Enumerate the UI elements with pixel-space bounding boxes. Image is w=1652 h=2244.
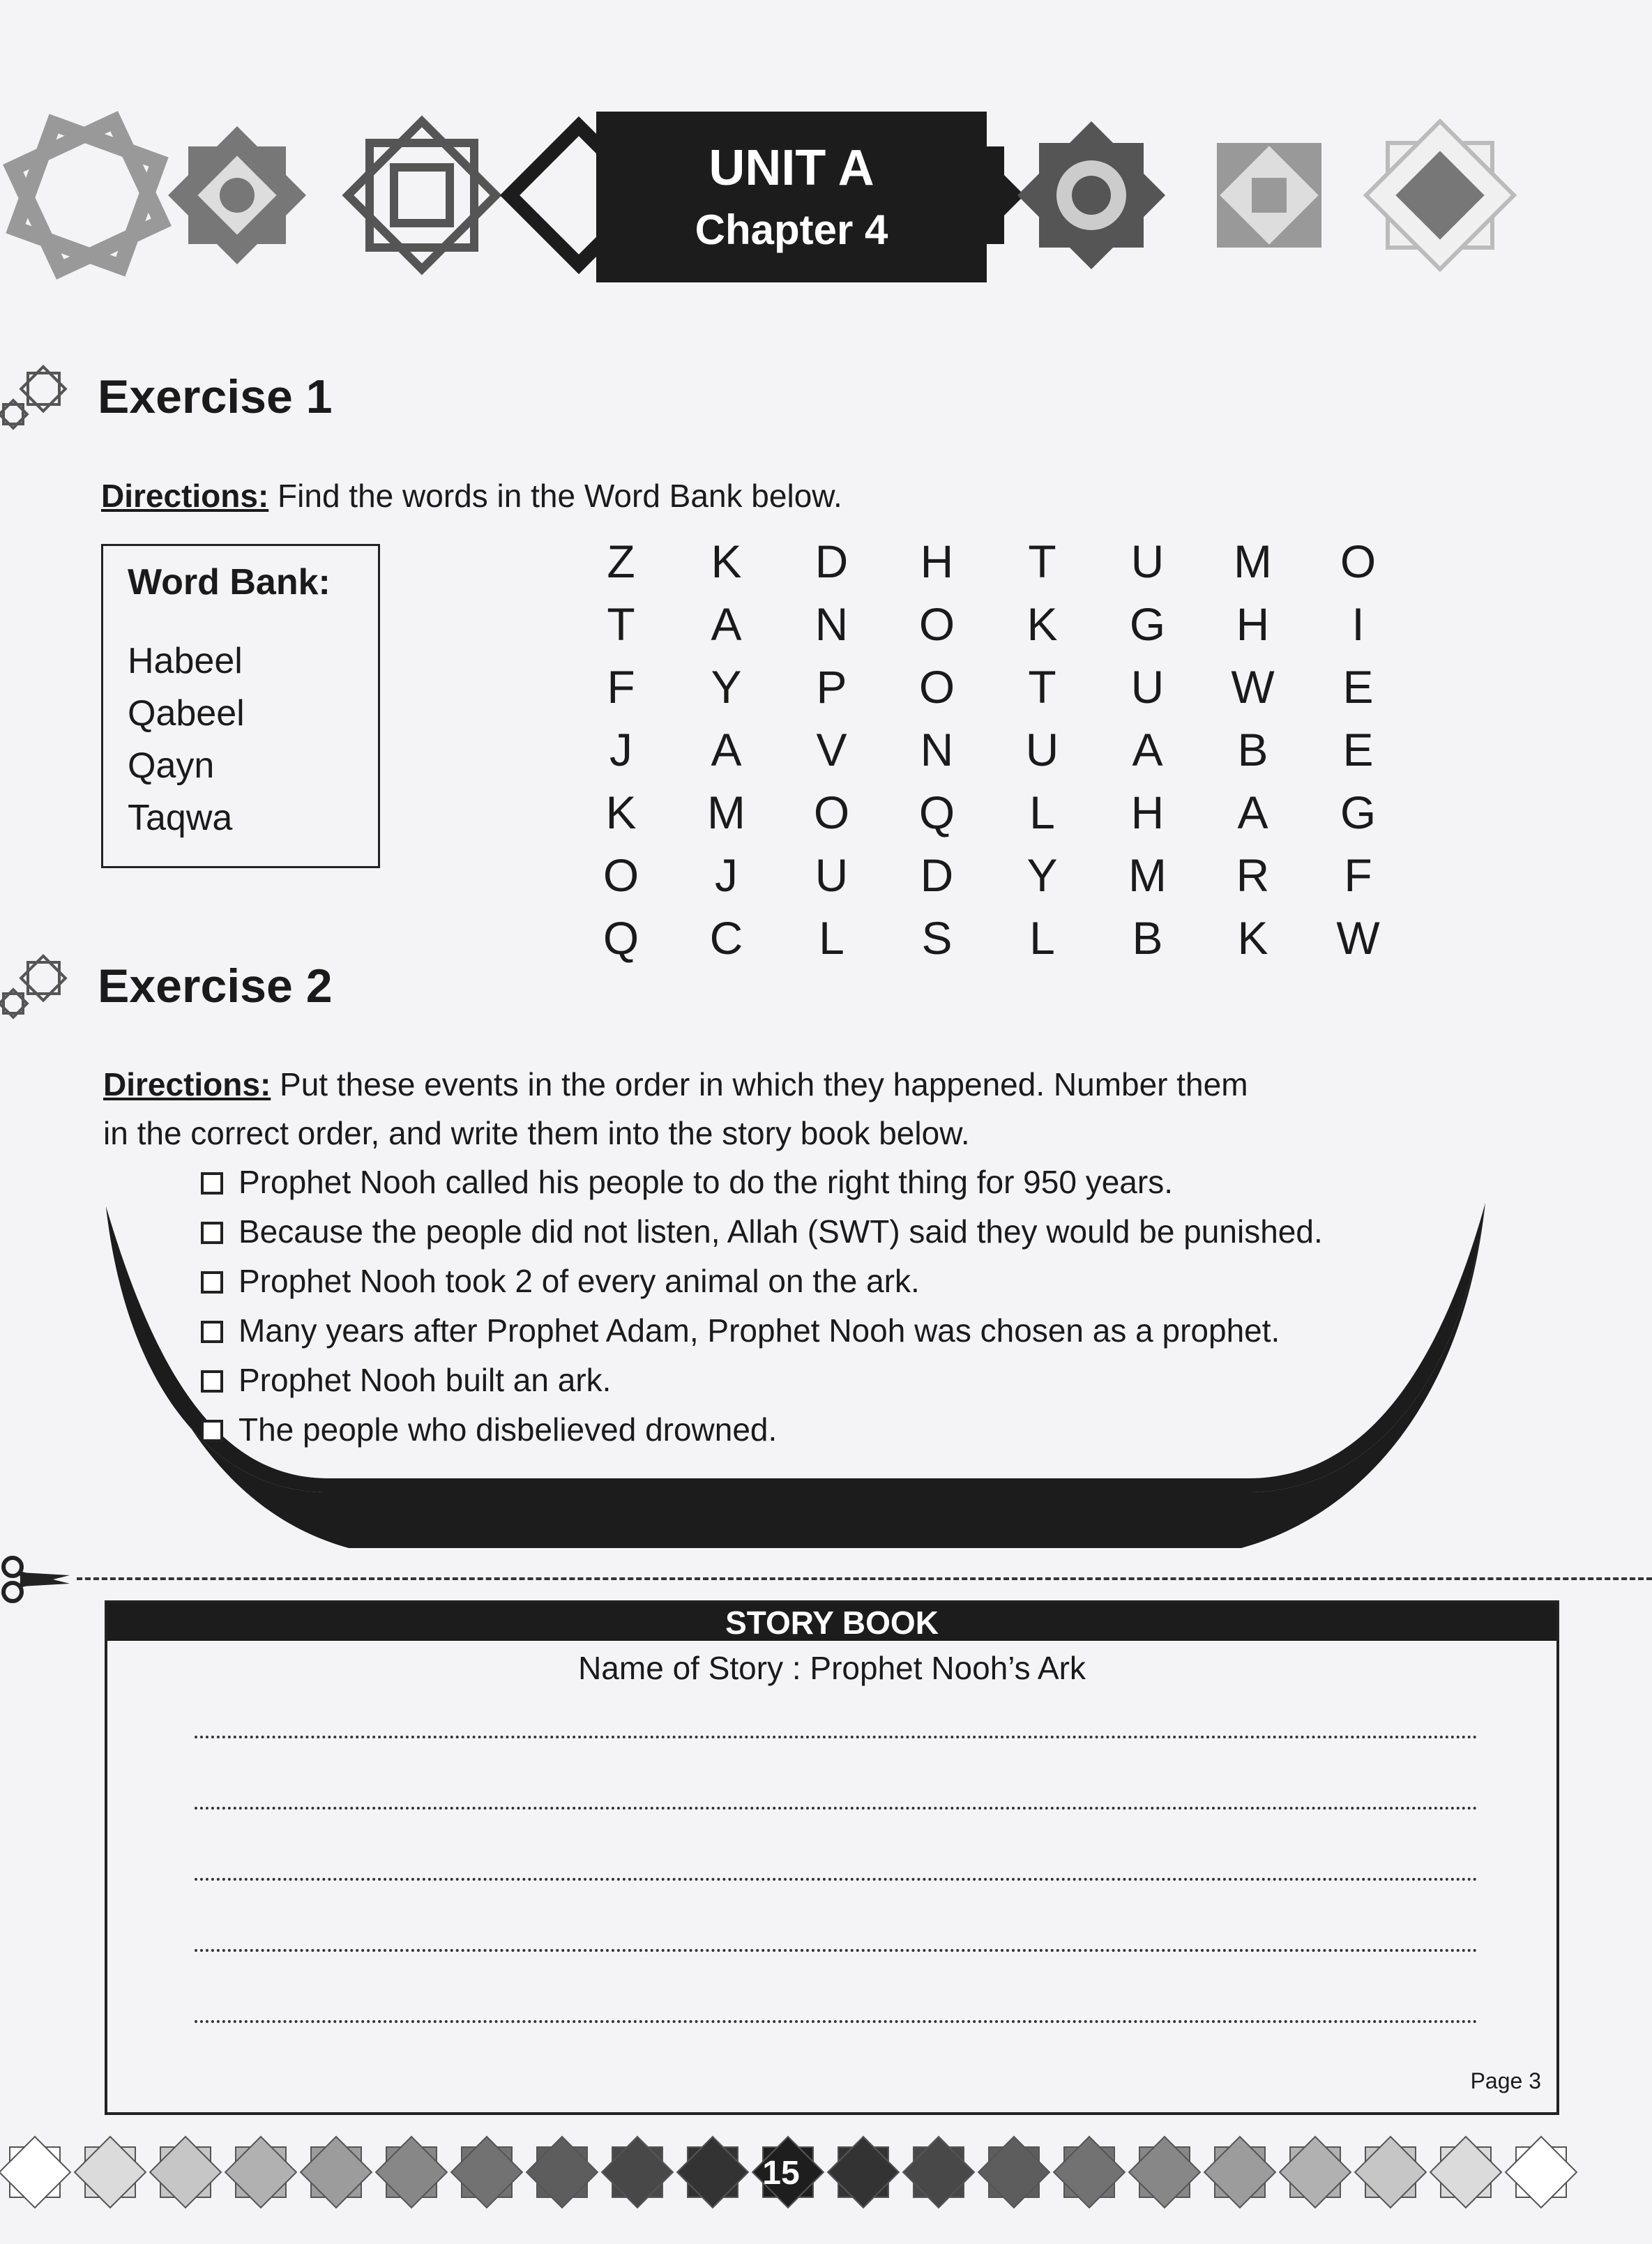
grid-letter[interactable]: K (605, 787, 637, 838)
grid-row (568, 781, 1411, 844)
grid-letter[interactable]: M (1234, 536, 1272, 587)
grid-letter[interactable]: L (819, 912, 844, 964)
directions-text-line-1: Put these events in the order in which they happened. Number them (271, 1066, 1248, 1102)
footer-star (0, 2137, 70, 2208)
grid-letter[interactable]: Q (918, 787, 955, 838)
grid-letter[interactable]: O (813, 787, 850, 838)
footer-star (1280, 2137, 1351, 2208)
event-text: Because the people did not listen, Allah (SWT) said they would be punished. (238, 1213, 1323, 1250)
grid-letter[interactable]: R (1236, 849, 1270, 901)
directions-text-line-2: in the correct order, and write them into the story book below. (103, 1115, 970, 1151)
event-text: The people who disbelieved drowned. (238, 1411, 778, 1448)
list-item (201, 1257, 1323, 1306)
grid-letter[interactable]: U (1130, 661, 1165, 713)
grid-letter[interactable]: D (814, 536, 849, 587)
grid-letter[interactable]: O (1340, 536, 1377, 587)
exercise-2-directions (103, 1060, 1248, 1158)
grid-letter[interactable]: M (707, 787, 745, 838)
footer-star (1355, 2137, 1426, 2208)
story-book-header: STORY BOOK (107, 1603, 1556, 1641)
event-text: Prophet Nooh took 2 of every animal on the ark. (238, 1263, 920, 1299)
word-bank-list (128, 635, 245, 844)
footer-ornament-band (0, 2130, 1652, 2214)
grid-letter[interactable]: Y (711, 661, 742, 713)
grid-letter[interactable]: Q (603, 912, 639, 964)
grid-letter[interactable]: U (814, 849, 849, 901)
ornament-6 (1017, 121, 1165, 269)
grid-letter[interactable]: A (1237, 787, 1268, 838)
word-bank-item: Taqwa (128, 798, 233, 838)
grid-letter[interactable]: H (1130, 787, 1165, 838)
word-bank (101, 544, 380, 868)
writing-line[interactable] (195, 1807, 1478, 1810)
footer-star (75, 2137, 146, 2208)
footer-star (376, 2137, 447, 2208)
grid-letter[interactable]: A (711, 598, 742, 650)
event-checkbox[interactable] (201, 1222, 223, 1244)
writing-line[interactable] (195, 1878, 1478, 1881)
grid-row (568, 593, 1411, 655)
scissors-icon (0, 1552, 77, 1607)
footer-star (978, 2137, 1049, 2208)
story-name-label: Name of Story : (578, 1650, 810, 1686)
footer-star (1054, 2137, 1125, 2208)
footer-star (526, 2137, 598, 2208)
grid-row (568, 718, 1411, 781)
grid-row (568, 907, 1411, 969)
ornament-3 (348, 121, 496, 269)
grid-letter[interactable]: G (1129, 598, 1166, 650)
grid-letter[interactable]: K (1237, 912, 1268, 964)
footer-star (451, 2137, 522, 2208)
footer-star (225, 2137, 296, 2208)
word-search-grid (568, 530, 1411, 969)
exercise-2-title: Exercise 2 (98, 960, 333, 1013)
grid-letter[interactable]: F (607, 661, 635, 713)
unit-chapter-banner (596, 112, 987, 282)
grid-letter[interactable]: V (816, 724, 847, 775)
ornament-1 (13, 121, 162, 270)
event-checkbox[interactable] (201, 1271, 223, 1294)
grid-letter[interactable]: L (1029, 787, 1055, 838)
list-item (201, 1306, 1323, 1356)
grid-letter[interactable]: W (1336, 912, 1380, 964)
grid-letter[interactable]: Z (607, 536, 635, 587)
footer-star (1506, 2137, 1577, 2208)
grid-letter[interactable]: G (1340, 787, 1377, 838)
grid-letter[interactable]: P (816, 661, 847, 713)
grid-letter[interactable]: K (1026, 598, 1058, 650)
list-item (201, 1207, 1323, 1257)
grid-letter[interactable]: N (814, 598, 849, 650)
grid-letter[interactable]: H (1236, 598, 1270, 650)
exercise-1-title: Exercise 1 (98, 370, 333, 423)
grid-letter[interactable]: A (711, 724, 742, 775)
grid-letter[interactable]: S (921, 912, 953, 964)
story-name-row (107, 1644, 1556, 1692)
ornament-2 (168, 126, 306, 264)
ornament-8 (1366, 121, 1514, 269)
word-bank-item: Habeel (128, 641, 243, 681)
word-bank-item: Qabeel (128, 693, 245, 734)
grid-letter[interactable]: W (1231, 661, 1275, 713)
grid-letter[interactable]: J (715, 849, 738, 901)
page-number: 15 (762, 2155, 800, 2192)
grid-letter[interactable]: A (1132, 724, 1163, 775)
footer-star (828, 2137, 899, 2208)
grid-letter[interactable]: J (609, 724, 632, 775)
footer-star (1129, 2137, 1200, 2208)
footer-star (150, 2137, 221, 2208)
list-item (201, 1405, 1323, 1455)
directions-label: Directions: (103, 1066, 271, 1102)
grid-letter[interactable]: D (920, 849, 954, 901)
grid-letter[interactable]: T (607, 598, 635, 650)
footer-star (903, 2137, 974, 2208)
directions-text: Find the words in the Word Bank below. (268, 478, 842, 514)
word-bank-title: Word Bank: (128, 562, 331, 602)
writing-line[interactable] (195, 1736, 1478, 1738)
footer-star (677, 2137, 748, 2208)
grid-row (568, 655, 1411, 718)
grid-letter[interactable]: O (918, 661, 955, 713)
grid-letter[interactable]: B (1237, 724, 1268, 775)
event-checkbox[interactable] (201, 1321, 223, 1343)
events-list (201, 1158, 1323, 1455)
word-bank-item: Qayn (128, 745, 215, 786)
grid-letter[interactable]: E (1342, 724, 1374, 775)
event-checkbox[interactable] (201, 1420, 223, 1442)
cut-line (77, 1577, 1652, 1580)
footer-star (301, 2137, 372, 2208)
star-ornament-icon (0, 952, 70, 1022)
grid-letter[interactable]: O (918, 598, 955, 650)
grid-letter[interactable]: U (1130, 536, 1165, 587)
list-item (201, 1356, 1323, 1405)
grid-letter[interactable]: N (920, 724, 954, 775)
footer-star (1430, 2137, 1501, 2208)
grid-letter[interactable]: T (1028, 661, 1056, 713)
grid-letter[interactable]: B (1132, 912, 1163, 964)
event-text: Prophet Nooh built an ark. (238, 1362, 612, 1398)
grid-letter[interactable]: T (1028, 536, 1056, 587)
footer-star (1204, 2137, 1275, 2208)
star-ornament-icon (0, 363, 70, 432)
grid-letter[interactable]: M (1128, 849, 1167, 901)
story-book (105, 1600, 1559, 2115)
grid-letter[interactable]: Y (1026, 849, 1058, 901)
grid-letter[interactable]: C (709, 912, 743, 964)
grid-letter[interactable]: U (1025, 724, 1059, 775)
grid-row (568, 530, 1411, 593)
story-name-value: Prophet Nooh’s Ark (810, 1650, 1086, 1686)
footer-star (602, 2137, 673, 2208)
grid-row (568, 844, 1411, 907)
grid-letter[interactable]: H (920, 536, 954, 587)
grid-letter[interactable]: E (1342, 661, 1374, 713)
exercise-1-directions (101, 471, 842, 520)
unit-title: UNIT A (708, 140, 874, 196)
event-text: Many years after Prophet Adam, Prophet Nooh was chosen as a prophet. (238, 1312, 1280, 1349)
grid-letter[interactable]: L (1029, 912, 1055, 964)
grid-letter[interactable]: K (711, 536, 742, 587)
grid-letter[interactable]: O (603, 849, 639, 901)
chapter-title: Chapter 4 (695, 206, 888, 253)
writing-line[interactable] (195, 2020, 1478, 2023)
grid-letter[interactable]: I (1351, 598, 1365, 650)
story-page-label: Page 3 (1470, 2068, 1541, 2093)
event-checkbox[interactable] (201, 1172, 223, 1195)
grid-letter[interactable]: F (1344, 849, 1372, 901)
ornament-7 (1217, 143, 1321, 248)
event-text: Prophet Nooh called his people to do the right thing for 950 years. (238, 1164, 1173, 1200)
list-item (201, 1158, 1323, 1207)
event-checkbox[interactable] (201, 1370, 223, 1393)
writing-line[interactable] (195, 1949, 1478, 1952)
directions-label: Directions: (101, 478, 269, 514)
